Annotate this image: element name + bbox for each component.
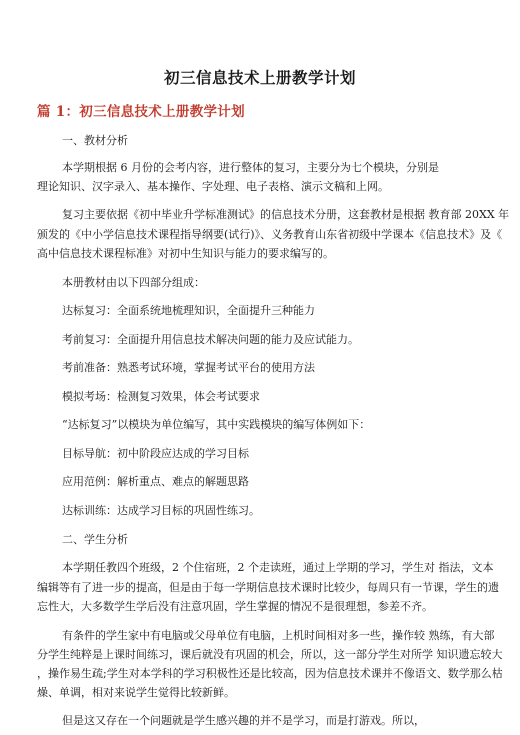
list-item: 目标导航：初中阶段应达成的学习目标 (62, 447, 249, 460)
paragraph-line: 忘性大，大多数学生学后没有注意巩固，学生掌握的情况不是很理想，参差不齐。 (37, 600, 433, 613)
paragraph-line: “达标复习”以模块为单位编写，其中实践模块的编写体例如下： (62, 418, 371, 431)
part-heading: 篇 1：初三信息技术上册教学计划 (37, 104, 245, 120)
list-item: 达标复习：全面系统地梳理知识，全面提升三种能力 (62, 304, 315, 317)
list-item: 考前准备：熟悉考试环境，掌握考试平台的使用方法 (62, 361, 315, 374)
list-item: 考前复习：全面提升用信息技术解决问题的能力及应试能力。 (62, 333, 359, 346)
section-heading: 二、学生分析 (62, 533, 128, 546)
list-item: 达标训练：达成学习目标的巩固性练习。 (62, 504, 260, 517)
paragraph-line: 本学期任教四个班级，2 个住宿班，2 个走读班，通过上学期的学习，学生对 指法，文本 (62, 561, 494, 574)
paragraph-line: 燥、单调，相对来说学生觉得比较新鲜。 (37, 686, 235, 699)
paragraph-line: 有条件的学生家中有电脑或父母单位有电脑，上机时间相对多一些，操作较 熟练，有大部 (62, 629, 495, 642)
paragraph-line: 分学生纯粹是上课时间练习，课后就没有巩固的机会，所以，这一部分学生对所学 知识遗忘较大 (37, 648, 503, 661)
paragraph-line: 本册教材由以下四部分组成： (62, 276, 205, 289)
paragraph-line: 复习主要依据《初中毕业升学标准测试》的信息技术分册，这套教材是根据 教育部 20XX 年 (62, 208, 510, 221)
paragraph-line: 编辑等有了进一步的提高，但是由于每一学期信息技术课时比较少，每周只有一节课，学生的遗 (37, 581, 499, 594)
document-title: 初三信息技术上册教学计划 (163, 68, 356, 87)
paragraph-line: 但是这又存在一个问题就是学生感兴趣的并不是学习，而是打游戏。所以， (62, 714, 425, 727)
paragraph-line: 本学期根据 6 月份的会考内容，进行整体的复习，主要分为七个模块，分别是 (62, 161, 439, 174)
paragraph-line: 理论知识、汉字录入、基本操作、字处理、电子表格、演示文稿和上网。 (37, 180, 389, 193)
list-item: 应用范例：解析重点、难点的解题思路 (62, 475, 249, 488)
list-item: 模拟考场：检测复习效果，体会考试要求 (62, 390, 260, 403)
paragraph-line: ，操作易生疏;学生对本学科的学习积极性还是比较高，因为信息技术课并不像语文、数学那么枯 (37, 667, 503, 680)
paragraph-line: 颁发的《中小学信息技术课程指导纲要(试行)》、义务教育山东省初级中学课本《信息技术》及《 (37, 228, 503, 241)
section-heading: 一、教材分析 (62, 134, 128, 147)
paragraph-line: 高中信息技术课程标准》对初中生知识与能力的要求编写的。 (37, 247, 334, 260)
